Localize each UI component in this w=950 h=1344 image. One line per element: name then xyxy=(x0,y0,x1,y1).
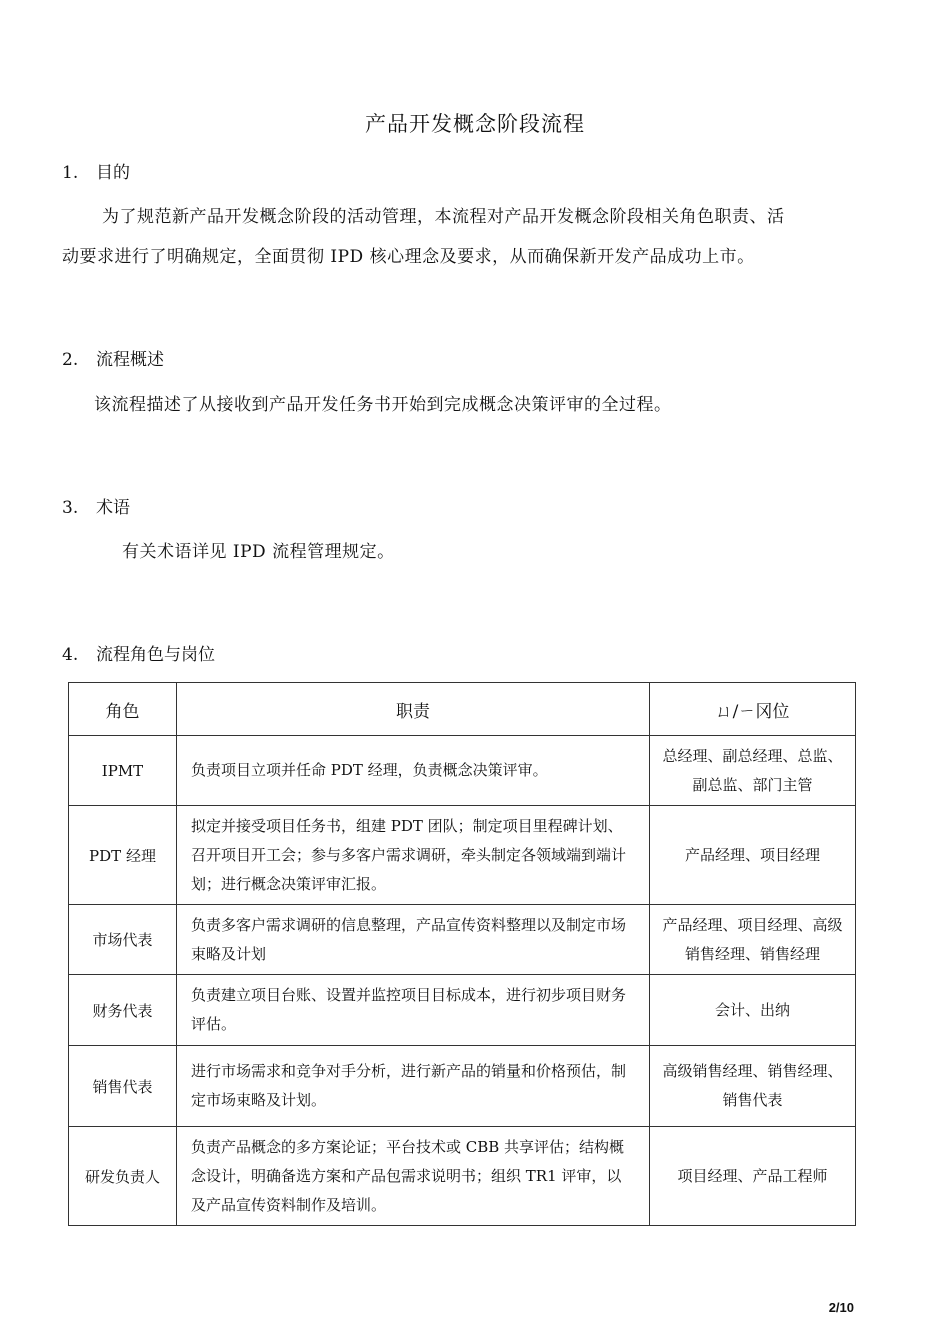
table-header-row xyxy=(69,683,856,736)
header-post: ㄩ/ㄧ冈位 xyxy=(650,683,856,736)
table-row xyxy=(69,975,856,1046)
post-cell: 产品经理、项目经理、高级销售经理、销售经理 xyxy=(650,905,856,975)
post-cell: 会计、出纳 xyxy=(650,975,856,1046)
header-duty: 职责 xyxy=(177,683,650,736)
section-number: 3. xyxy=(62,498,79,518)
role-cell: PDT 经理 xyxy=(69,806,177,905)
section-1-paragraph-line-2: 动要求进行了明确规定，全面贯彻 IPD 核心理念及要求，从而确保新开发产品成功上市。 xyxy=(62,247,755,267)
role-cell: 研发负责人 xyxy=(69,1127,177,1226)
section-title: 流程概述 xyxy=(96,350,164,370)
section-3-paragraph: 有关术语详见 IPD 流程管理规定。 xyxy=(122,542,395,562)
table-row xyxy=(69,905,856,975)
section-1-paragraph-line-1: 为了规范新产品开发概念阶段的活动管理，本流程对产品开发概念阶段相关角色职责、活 xyxy=(102,207,785,227)
section-4-heading xyxy=(62,640,215,665)
table-row xyxy=(69,1046,856,1127)
page-number: 2/10 xyxy=(828,1300,854,1315)
role-cell: 市场代表 xyxy=(69,905,177,975)
section-number: 2. xyxy=(62,350,79,370)
post-cell: 高级销售经理、销售经理、销售代表 xyxy=(650,1046,856,1127)
table-row xyxy=(69,736,856,806)
section-2-paragraph: 该流程描述了从接收到产品开发任务书开始到完成概念决策评审的全过程。 xyxy=(94,395,672,415)
section-3-heading xyxy=(62,493,130,518)
duty-cell: 负责建立项目台账、设置并监控项目目标成本，进行初步项目财务评估。 xyxy=(177,975,650,1046)
section-1-heading xyxy=(62,158,130,183)
duty-cell: 进行市场需求和竞争对手分析，进行新产品的销量和价格预估，制定市场束略及计划。 xyxy=(177,1046,650,1127)
role-cell: 销售代表 xyxy=(69,1046,177,1127)
duty-cell: 负责多客户需求调研的信息整理，产品宣传资料整理以及制定市场束略及计划 xyxy=(177,905,650,975)
role-cell: 财务代表 xyxy=(69,975,177,1046)
post-cell: 产品经理、项目经理 xyxy=(650,806,856,905)
section-number: 1. xyxy=(62,163,79,183)
post-cell: 项目经理、产品工程师 xyxy=(650,1127,856,1226)
section-title: 目的 xyxy=(96,163,130,183)
table-row xyxy=(69,1127,856,1226)
section-title: 流程角色与岗位 xyxy=(96,645,215,665)
header-role: 角色 xyxy=(69,683,177,736)
role-cell: IPMT xyxy=(69,736,177,806)
duty-cell: 负责产品概念的多方案论证；平台技术或 CBB 共享评估；结构概念设计，明确备选方案和产品包需求说明书；组织 TR1 评审，以及产品宣传资料制作及培训。 xyxy=(177,1127,650,1226)
section-number: 4. xyxy=(62,645,79,665)
duty-cell: 负责项目立项并任命 PDT 经理，负责概念决策评审。 xyxy=(177,736,650,806)
table-row xyxy=(69,806,856,905)
document-title: 产品开发概念阶段流程 xyxy=(365,112,585,136)
post-cell: 总经理、副总经理、总监、副总监、部门主管 xyxy=(650,736,856,806)
section-title: 术语 xyxy=(96,498,130,518)
section-2-heading xyxy=(62,345,164,370)
duty-cell: 拟定并接受项目任务书，组建 PDT 团队；制定项目里程碑计划、召开项目开工会；参与多客户需求调研，牵头制定各领域端到端计划；进行概念决策评审汇报。 xyxy=(177,806,650,905)
roles-table xyxy=(68,682,856,1226)
